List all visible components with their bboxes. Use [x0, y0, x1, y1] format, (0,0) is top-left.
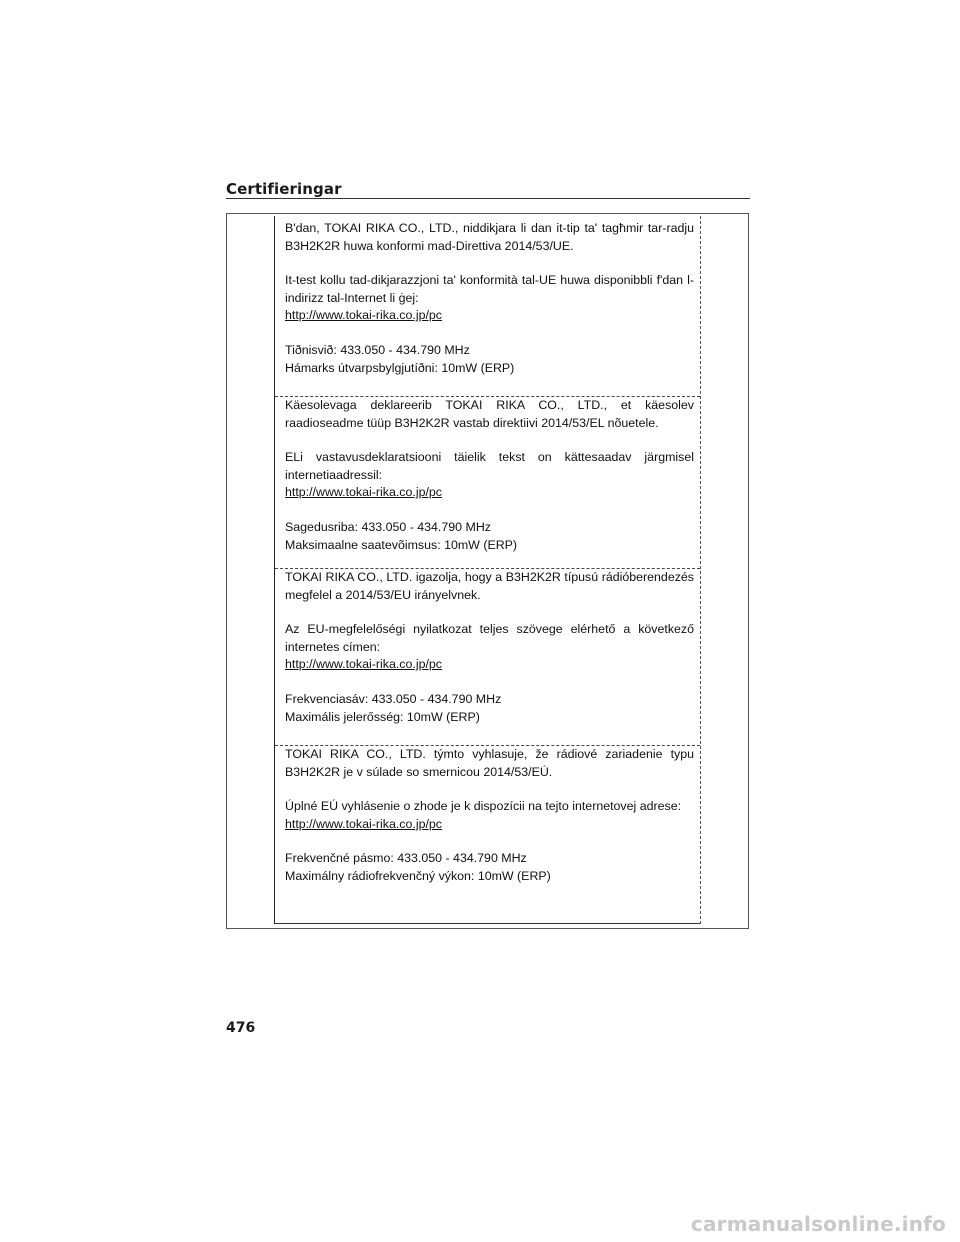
certification-section-estonian: [275, 396, 700, 554]
declaration-link[interactable]: http://www.tokai-rika.co.jp/pc: [285, 485, 443, 500]
power-text: Maximális jelerősség: 10mW (ERP): [285, 709, 480, 724]
declaration-text: TOKAI RIKA CO., LTD. týmto vyhlasuje, že rádiové zariadenie typu B3H2K2R je v súlade so smernicou 2014/53/EÚ.: [285, 747, 694, 779]
declaration-link[interactable]: http://www.tokai-rika.co.jp/pc: [285, 816, 443, 831]
watermark-logo: carmanualsonline.info: [690, 1212, 946, 1236]
certification-section-maltese: [275, 220, 700, 377]
frequency-text: Sagedusriba: 433.050 - 434.790 MHz: [285, 519, 491, 534]
frequency-text: Tiðnisvið: 433.050 - 434.790 MHz: [285, 342, 470, 357]
frequency-text: Frekvenčné pásmo: 433.050 - 434.790 MHz: [285, 851, 527, 866]
power-text: Maksimaalne saatevõimsus: 10mW (ERP): [285, 537, 518, 552]
declaration-text: Käesolevaga deklareerib TOKAI RIKA CO., LTD., et käesolev raadioseadme tüüp B3H2K2R vastab direktiivi 2014/53/EL nõuetele.: [285, 398, 694, 430]
availability-text: ELi vastavusdeklaratsiooni täielik tekst on kättesaadav järgmisel internetiaadressil:: [285, 450, 694, 482]
availability-text: Úplné EÚ vyhlásenie o zhode je k dispozícii na tejto internetovej adrese:: [285, 799, 682, 814]
certification-section-slovak: [275, 745, 700, 886]
certification-box: [274, 216, 701, 924]
declaration-text: TOKAI RIKA CO., LTD. igazolja, hogy a B3H2K2R típusú rádióberendezés megfelel a 2014/53/EU irányelvnek.: [285, 570, 694, 602]
power-text: Maximálny rádiofrekvenčný výkon: 10mW (ERP): [285, 868, 551, 883]
declaration-link[interactable]: http://www.tokai-rika.co.jp/pc: [285, 657, 443, 672]
title-divider: [226, 198, 750, 199]
declaration-link[interactable]: http://www.tokai-rika.co.jp/pc: [285, 308, 443, 323]
availability-text: Az EU-megfelelőségi nyilatkozat teljes szövege elérhető a következő internetes címen:: [285, 622, 694, 654]
page-title: Certifieringar: [226, 180, 342, 198]
power-text: Hámarks útvarpsbylgjutíðni: 10mW (ERP): [285, 360, 515, 375]
availability-text: It-test kollu tad-dikjarazzjoni ta' konformità tal-UE huwa disponibbli f'dan l-indirizz tal-Internet li ġej:: [285, 273, 694, 305]
frequency-text: Frekvenciasáv: 433.050 - 434.790 MHz: [285, 691, 502, 706]
page-number: 476: [226, 1020, 256, 1036]
certification-section-hungarian: [275, 568, 700, 726]
declaration-text: B'dan, TOKAI RIKA CO., LTD., niddikjara li dan it-tip ta' tagħmir tar-radju B3H2K2R huwa konformi mad-Direttiva 2014/53/UE.: [285, 221, 694, 253]
